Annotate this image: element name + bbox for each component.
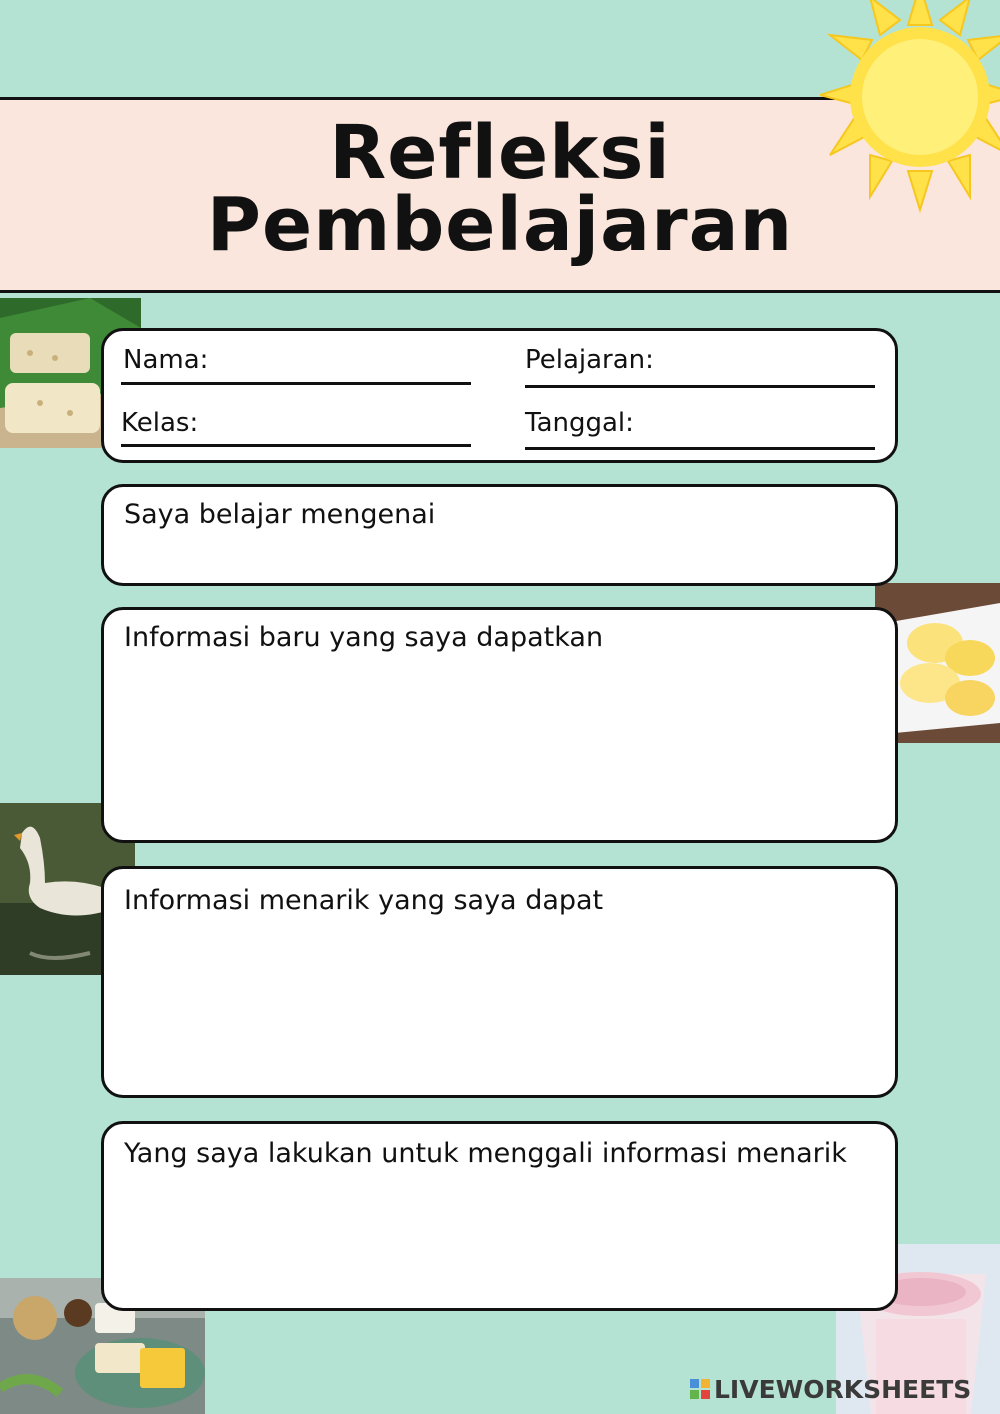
section-label: Yang saya lakukan untuk menggali informasi menarik <box>124 1138 847 1169</box>
section-label: Informasi baru yang saya dapatkan <box>124 622 604 653</box>
liveworksheets-watermark <box>690 1373 971 1405</box>
nama-field[interactable] <box>121 382 471 385</box>
pelajaran-field[interactable] <box>525 385 875 388</box>
sun-icon <box>820 0 1000 215</box>
nama-label: Nama: <box>123 345 209 375</box>
section-informasi-baru[interactable] <box>101 607 898 843</box>
watermark-text: LIVEWORKSHEETS <box>714 1374 972 1404</box>
tanggal-label: Tanggal: <box>525 408 634 438</box>
section-menggali-informasi[interactable] <box>101 1121 898 1311</box>
title-line-2: Pembelajaran <box>206 182 794 268</box>
section-label: Saya belajar mengenai <box>124 499 436 530</box>
pelajaran-label: Pelajaran: <box>525 345 654 375</box>
kelas-field[interactable] <box>121 444 471 447</box>
tanggal-field[interactable] <box>525 447 875 450</box>
student-info-card <box>101 328 898 463</box>
section-saya-belajar[interactable] <box>101 484 898 586</box>
section-informasi-menarik[interactable] <box>101 866 898 1098</box>
kelas-label: Kelas: <box>121 408 199 438</box>
title-line-1: Refleksi <box>329 110 671 196</box>
liveworksheets-logo-icon <box>690 1379 710 1399</box>
section-label: Informasi menarik yang saya dapat <box>124 885 604 916</box>
